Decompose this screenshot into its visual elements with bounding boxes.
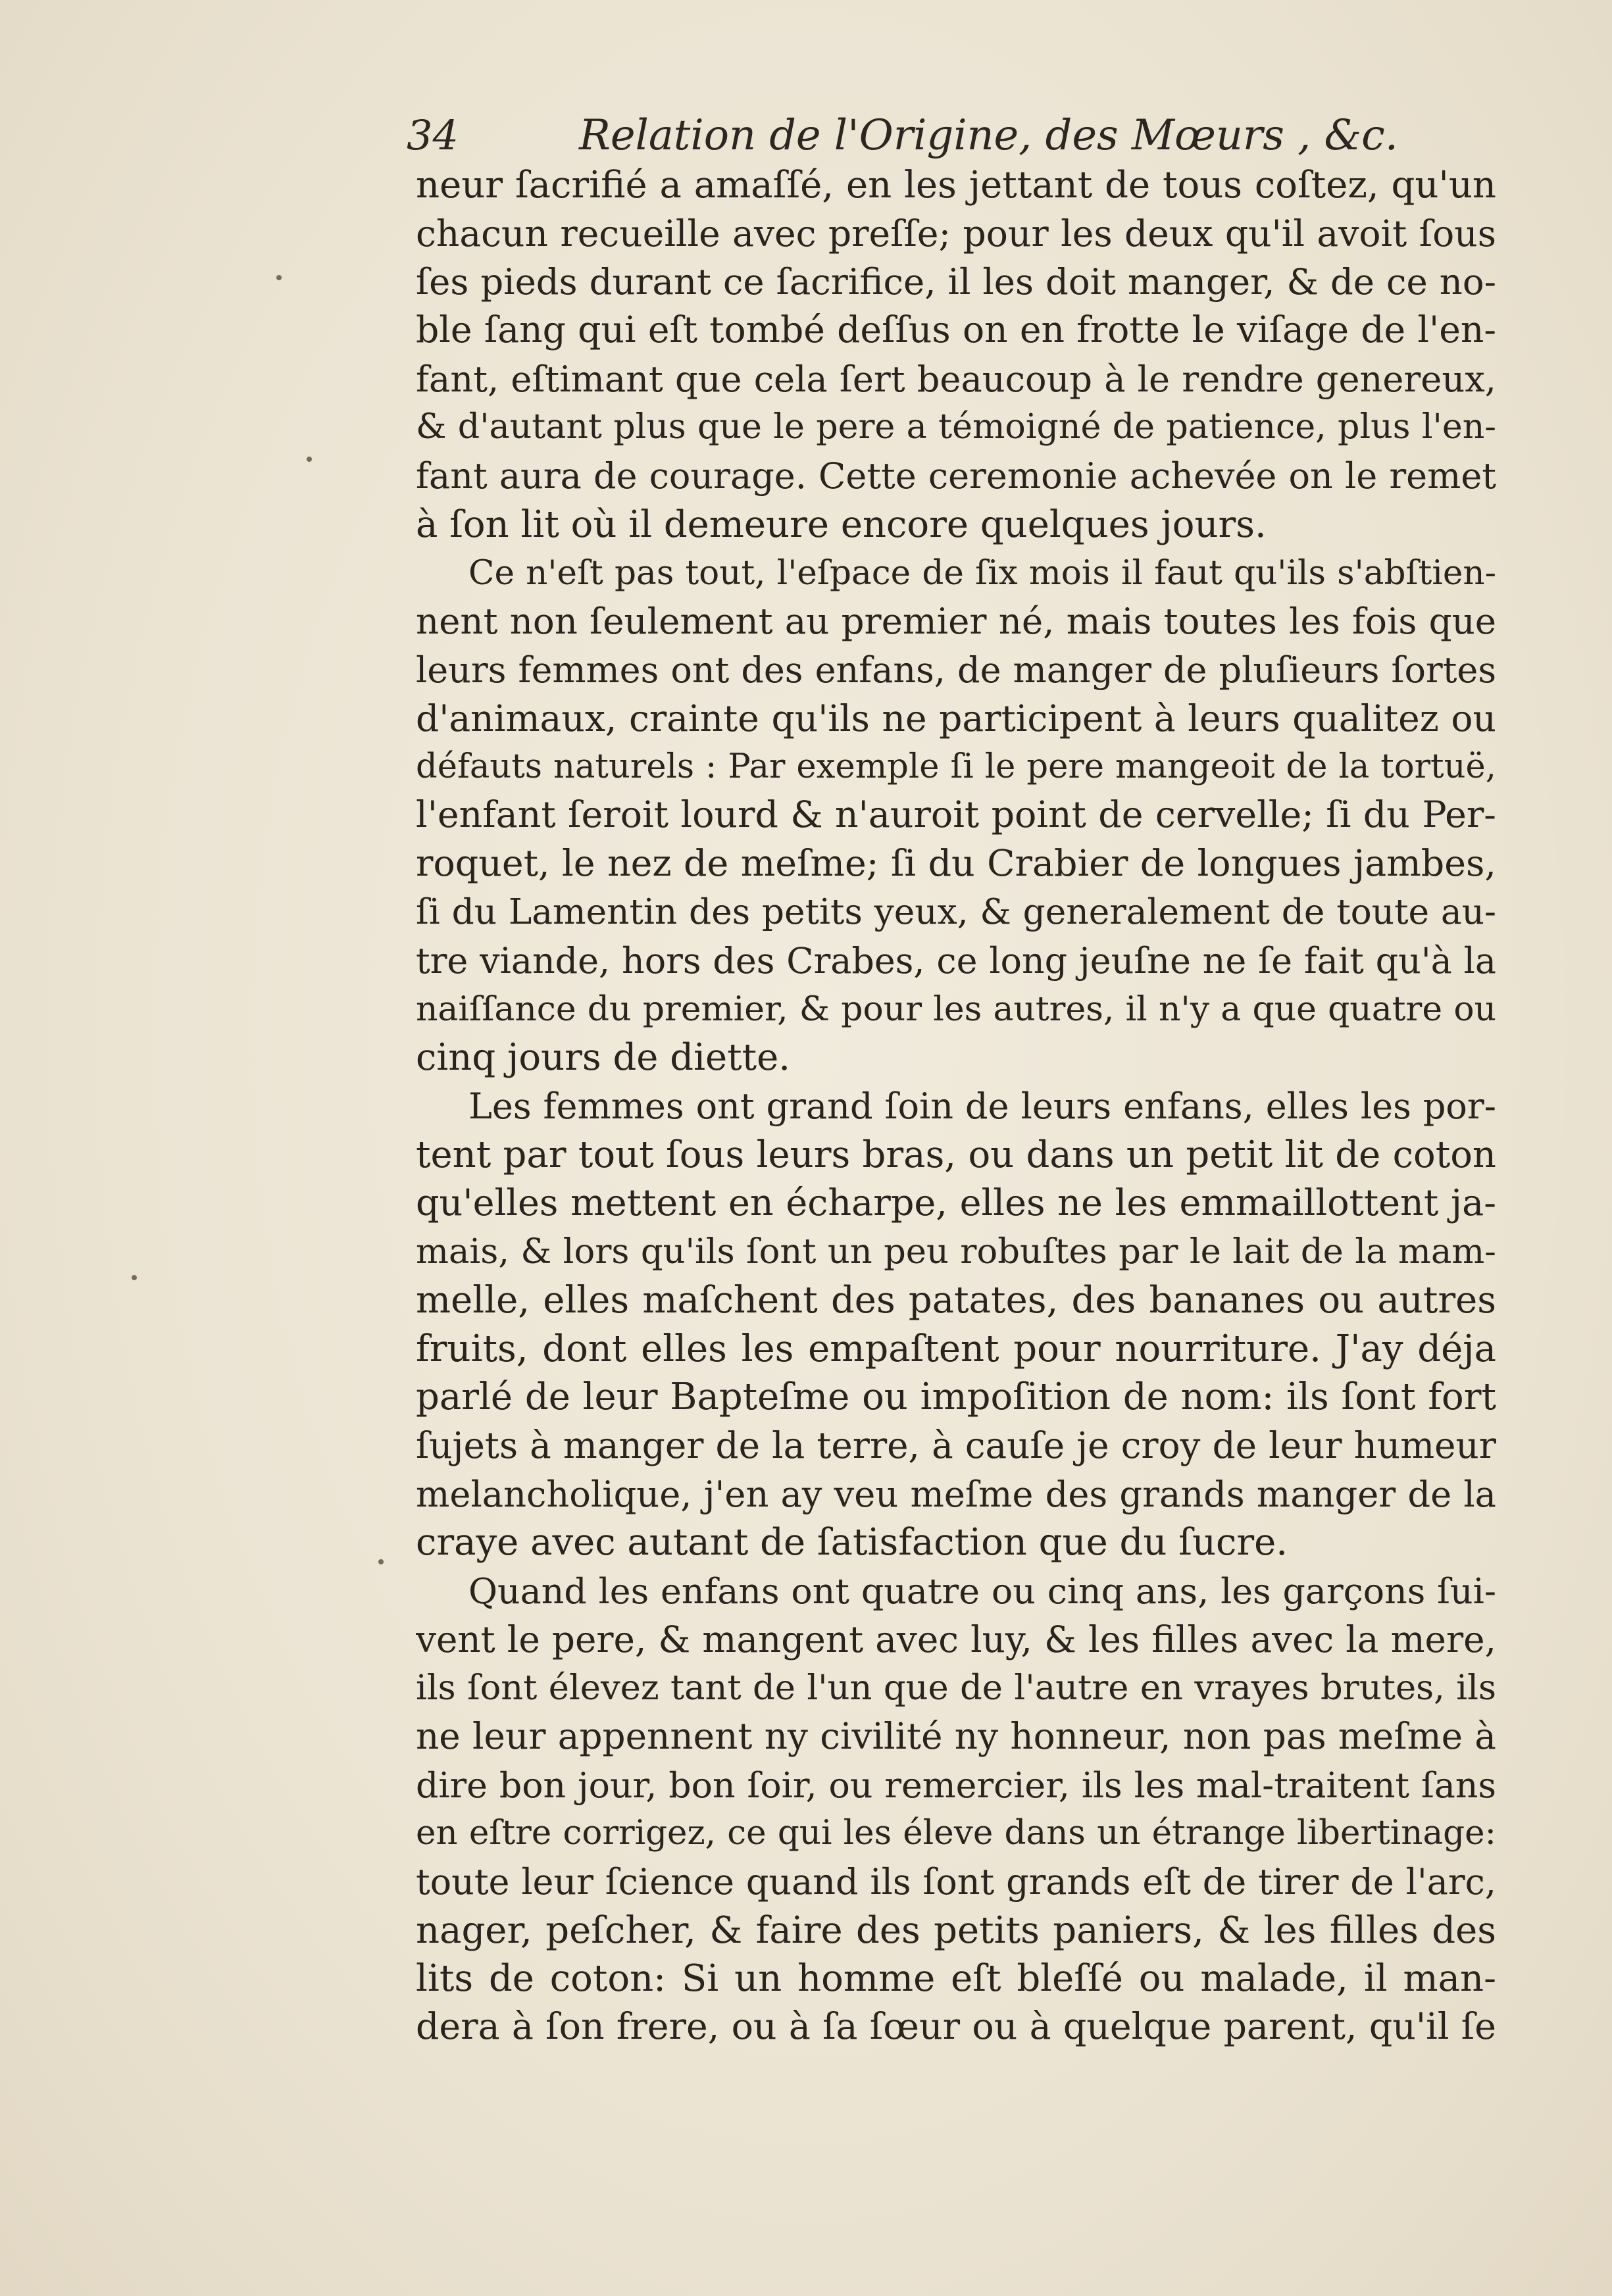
text-line: cinq jours de diette. [416, 1036, 791, 1080]
text-line: melle, elles maſchent des patates, des bananes ou autres [416, 1278, 1496, 1322]
ink-speck [378, 1559, 384, 1564]
text-line: ne leur appennent ny civilité ny honneur, non pas meſme à [416, 1715, 1496, 1757]
text-line: fant aura de courage. Cette ceremonie achevée on le remet [416, 455, 1496, 497]
text-line: qu'elles mettent en écharpe, elles ne les emmaillottent ja- [416, 1182, 1496, 1225]
text-line: l'enfant ſeroit lourd & n'auroit point de cervelle; ſi du Per- [416, 793, 1496, 836]
text-line: défauts naturels : Par exemple ſi le pere mangeoit de la tortuë, [416, 747, 1496, 787]
text-line: fruits, dont elles les empaſtent pour nourriture. J'ay déja [416, 1327, 1496, 1370]
paragraph-first-line: Les femmes ont grand ſoin de leurs enfans, elles les por- [468, 1086, 1496, 1128]
text-line: dire bon jour, bon ſoir, ou remercier, ils les mal-traitent ſans [416, 1764, 1496, 1806]
ink-speck [307, 457, 312, 462]
text-line: fant, eſtimant que cela ſert beaucoup à le rendre genereux, [416, 358, 1496, 400]
text-line: ſes pieds durant ce ſacrifice, il les doit manger, & de ce no- [416, 261, 1496, 303]
text-line: lits de coton: Si un homme eſt bleſſé ou malade, il man- [416, 1957, 1496, 2001]
text-line: tre viande, hors des Crabes, ce long jeuſne ne ſe fait qu'à la [416, 940, 1496, 982]
text-line: chacun recueille avec preſſe; pour les deux qu'il avoit ſous [416, 212, 1496, 255]
text-line: ſujets à manger de la terre, à cauſe je croy de leur humeur [416, 1424, 1496, 1466]
text-line: nent non ſeulement au premier né, mais toutes les fois que [416, 600, 1496, 643]
text-line: à ſon lit où il demeure encore quelques jours. [416, 503, 1267, 546]
page-header [407, 105, 1407, 166]
ink-speck [276, 275, 282, 280]
text-line: nager, peſcher, & faire des petits paniers, & les filles des [416, 1909, 1496, 1952]
text-line: ils ſont élevez tant de l'un que de l'autre en vrayes brutes, ils [416, 1668, 1496, 1709]
text-line: dera à ſon frere, ou à ſa ſœur ou à quelque parent, qu'il ſe [416, 2006, 1496, 2049]
page-number: 34 [407, 111, 459, 159]
text-line: toute leur ſcience quand ils ſont grands eſt de tirer de l'arc, [416, 1861, 1496, 1903]
text-line: roquet, le nez de meſme; ſi du Crabier de longues jambes, [416, 842, 1496, 885]
text-line: vent le pere, & mangent avec luy, & les filles avec la mere, [416, 1618, 1496, 1660]
text-line: craye avec autant de ſatisfaction que du ſucre. [416, 1521, 1288, 1564]
text-line: & d'autant plus que le pere a témoigné de patience, plus l'en- [416, 407, 1496, 447]
text-line: melancholique, j'en ay veu meſme des grands manger de la [416, 1473, 1496, 1515]
paragraph-first-line: Quand les enfans ont quatre ou cinq ans, les garçons ſui- [468, 1570, 1496, 1612]
body-text [416, 161, 1496, 2052]
text-line: tent par tout ſous leurs bras, ou dans un petit lit de coton [416, 1133, 1496, 1176]
running-title: Relation de l'Origine, des Mœurs , &c. [579, 111, 1399, 160]
text-line: en eſtre corrigez, ce qui les éleve dans un étrange libertinage: [416, 1813, 1496, 1853]
text-line: naiſſance du premier, & pour les autres, il n'y a que quatre ou [416, 989, 1496, 1029]
text-line: mais, & lors qu'ils ſont un peu robuſtes par le lait de la mam- [416, 1232, 1496, 1272]
text-line: parlé de leur Bapteſme ou impoſition de nom: ils ſont fort [416, 1376, 1496, 1419]
text-line: d'animaux, crainte qu'ils ne participent à leurs qualitez ou [416, 697, 1496, 739]
text-line: neur ſacrifié a amaſſé, en les jettant de tous coſtez, qu'un [416, 164, 1496, 207]
text-line: leurs femmes ont des enfans, de manger de pluſieurs ſortes [416, 649, 1496, 691]
paragraph-first-line: Ce n'eſt pas tout, l'eſpace de ſix mois il faut qu'ils s'abſtien- [468, 553, 1496, 593]
ink-speck [132, 1275, 137, 1280]
text-line: ſi du Lamentin des petits yeux, & generalement de toute au- [416, 891, 1496, 933]
text-line: ble ſang qui eſt tombé deſſus on en frotte le viſage de l'en- [416, 309, 1496, 352]
